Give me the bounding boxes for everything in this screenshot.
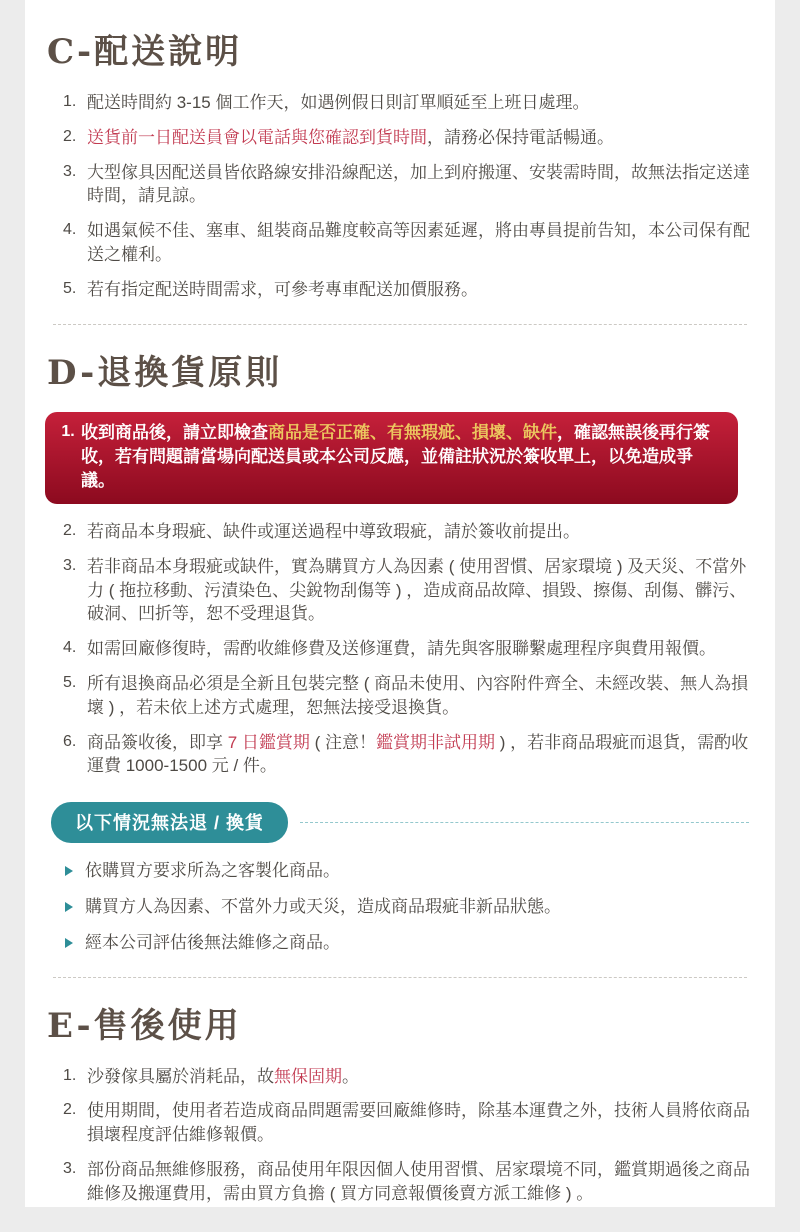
- item-text: [87, 278, 753, 302]
- item-number: 4.: [63, 639, 77, 657]
- text-run: ) ，若非商品瑕疵而退貨，需酌收運費 1000-1500 元 / 件。: [87, 732, 749, 776]
- text-run: 送貨前一日配送員會以電話與您確認到貨時間: [87, 127, 427, 147]
- list-item: [63, 126, 753, 150]
- text-run: 鑑賞期非試用期: [376, 732, 496, 752]
- item-text: [87, 731, 753, 779]
- item-text: [87, 1158, 753, 1206]
- badge-dashed-line: [300, 822, 749, 823]
- item-number: 5.: [63, 673, 77, 691]
- item-number: 1.: [63, 1066, 77, 1084]
- no-return-badge-row: [51, 802, 753, 843]
- text-run: 收到商品後，請立即檢查: [81, 422, 268, 442]
- text-run: 所有退換商品必須是全新且包裝完整 ( 商品未使用、內容附件齊全、未經改裝、無人為損壞 ) ，若未依上述方式處理，恕無法接受退換貨。: [87, 673, 749, 717]
- list-item: [63, 1065, 753, 1089]
- item-number: 2.: [63, 1101, 77, 1119]
- triangle-bullet-icon: [65, 866, 73, 876]
- list-item: [63, 219, 753, 267]
- text-run: ，請務必保持電話暢通。: [427, 127, 614, 147]
- text-run: 若有指定配送時間需求，可參考專車配送加價服務。: [87, 279, 478, 299]
- return-alert-box: [45, 412, 738, 504]
- text-run: 商品簽收後，即享: [87, 732, 228, 752]
- item-number: 3.: [63, 162, 77, 180]
- text-run: 商品是否正確、有無瑕疵、損壞、缺件: [268, 422, 557, 442]
- item-number: 6.: [63, 732, 77, 750]
- section-aftersales: [47, 998, 753, 1206]
- alert-item-text: [81, 421, 722, 493]
- item-text: [87, 91, 753, 115]
- item-text: [87, 1099, 753, 1147]
- text-run: 使用期間，使用者若造成商品問題需要回廠維修時，除基本運費之外，技術人員將依商品損壞程度評估維修報價。: [87, 1101, 750, 1145]
- item-text: [87, 555, 753, 626]
- item-number: 1.: [63, 93, 77, 110]
- text-run: ( 注意！: [309, 732, 377, 752]
- bullet-text: 購買方人為因素、不當外力或天災，造成商品瑕疵非新品狀態。: [85, 896, 561, 916]
- section-delivery: [47, 24, 753, 302]
- triangle-bullet-icon: [65, 938, 73, 948]
- section-title-returns: D-退換貨原則: [47, 352, 283, 393]
- section-returns: [47, 345, 753, 955]
- text-run: 配送時間約 3-15 個工作天，如遇例假日則訂單順延至上班日處理。: [87, 93, 590, 112]
- list-item: [63, 1158, 753, 1206]
- bullet-item: [63, 895, 753, 919]
- no-return-badge: 以下情況無法退 / 換貨: [51, 802, 288, 843]
- item-text: [87, 672, 753, 720]
- section-divider: [53, 977, 747, 978]
- no-return-bullet-list: [63, 859, 753, 954]
- item-text: [87, 126, 753, 150]
- text-run: 7 日鑑賞期: [227, 732, 310, 752]
- text-run: 如需回廠修復時，需酌收維修費及送修運費，請先與客服聯繫處理程序與費用報價。: [87, 639, 716, 659]
- section-title-delivery: C-配送說明: [47, 32, 243, 72]
- item-text: [87, 1065, 753, 1089]
- delivery-list: [63, 91, 753, 302]
- list-item: [63, 731, 753, 779]
- text-run: 部份商品無維修服務，商品使用年限因個人使用習慣、居家環境不同，鑑賞期過後之商品維修及搬運費用，需由買方負擔 ( 買方同意報價後賣方派工維修 ) 。: [87, 1159, 750, 1203]
- bullet-text: 依購買方要求所為之客製化商品。: [85, 861, 340, 881]
- list-item: [63, 278, 753, 302]
- item-text: [87, 637, 753, 661]
- item-number: 3.: [63, 556, 77, 574]
- item-number: 2.: [63, 127, 77, 145]
- text-run: 。: [342, 1066, 359, 1086]
- item-text: [87, 161, 753, 209]
- text-run: 無保固期: [274, 1066, 342, 1086]
- list-item: [63, 1099, 753, 1147]
- item-number: 2.: [63, 521, 77, 539]
- content-card: [25, 0, 775, 1207]
- item-text: [87, 219, 753, 267]
- text-run: 如遇氣候不佳、塞車、組裝商品難度較高等因素延遲，將由專員提前告知，本公司保有配送之權利。: [87, 221, 750, 264]
- text-run: ，確認無誤後再行簽收，若有問題請當場向配送員或本公司反應，並備註狀況於簽收單上，以免造成爭議。: [81, 422, 710, 490]
- list-item: [63, 161, 753, 209]
- bullet-text: 經本公司評估後無法維修之商品。: [85, 932, 340, 952]
- text-run: 沙發傢具屬於消耗品，故: [87, 1066, 274, 1086]
- list-item: [63, 637, 753, 661]
- item-number: 5.: [63, 279, 77, 297]
- item-number: 4.: [63, 221, 77, 239]
- aftersales-list: [63, 1065, 753, 1206]
- list-item: [63, 91, 753, 115]
- item-text: [87, 520, 753, 544]
- returns-list: [63, 520, 753, 778]
- section-title-aftersales: E-售後使用: [47, 1005, 242, 1046]
- list-item: [63, 555, 753, 626]
- triangle-bullet-icon: [65, 902, 73, 912]
- list-item: [63, 672, 753, 720]
- bullet-item: [63, 931, 753, 955]
- section-divider: [53, 324, 747, 325]
- item-number: 3.: [63, 1159, 77, 1177]
- list-item: [63, 520, 753, 544]
- text-run: 大型傢具因配送員皆依路線安排沿線配送，加上到府搬運、安裝需時間，故無法指定送達時間，請見諒。: [87, 162, 750, 206]
- alert-item-number: 1.: [61, 422, 75, 440]
- bullet-item: [63, 859, 753, 883]
- text-run: 若非商品本身瑕疵或缺件，實為購買方人為因素 ( 使用習慣、居家環境 ) 及天災、不當外力 ( 拖拉移動、污漬染色、尖銳物刮傷等 ) ，造成商品故障、損毀、擦傷、刮傷、髒污、破洞、凹折等，恕不受理退貨。: [87, 556, 747, 624]
- text-run: 若商品本身瑕疵、缺件或運送過程中導致瑕疵，請於簽收前提出。: [87, 521, 580, 541]
